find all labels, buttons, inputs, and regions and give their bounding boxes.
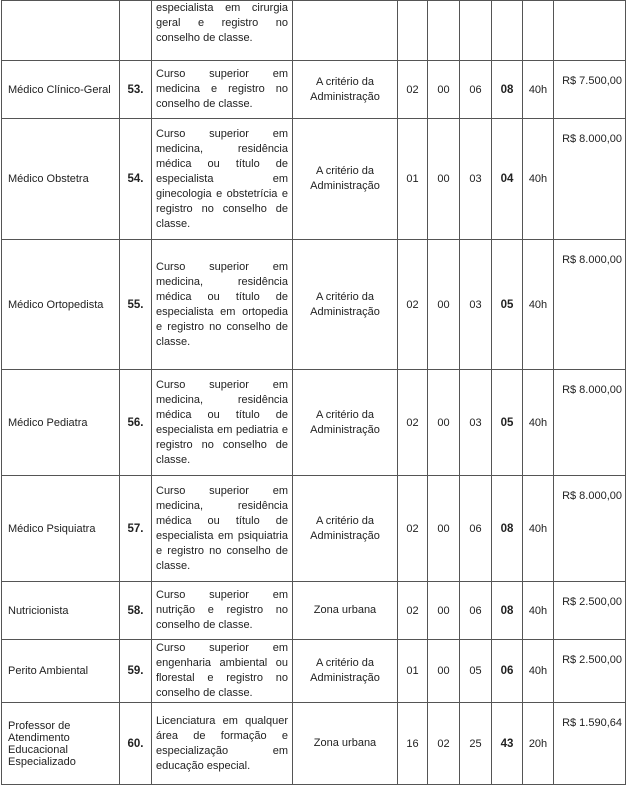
position-number-cell: 54.: [120, 119, 152, 240]
salary-cell: R$ 2.500,00: [554, 582, 626, 640]
vacancies-a-cell: 02: [398, 582, 428, 640]
vacancies-a-cell: [398, 1, 428, 61]
workload-cell: 40h: [523, 640, 554, 703]
vacancies-a-cell: 01: [398, 640, 428, 703]
position-number-cell: 58.: [120, 582, 152, 640]
vacancies-a-cell: 02: [398, 240, 428, 370]
positions-table: [1, 0, 626, 785]
requirements-cell: especialista em cirurgia geral e registro no conselho de classe.: [152, 1, 293, 61]
table-row: [2, 61, 626, 119]
table-row: [2, 370, 626, 476]
vacancies-c-cell: 03: [460, 240, 492, 370]
requirements-cell: Curso superior em medicina, residência médica ou título de especialista em pediatria e registro no conselho de classe.: [152, 370, 293, 476]
vacancies-total-cell: 43: [492, 703, 523, 785]
position-name-cell: Médico Ortopedista: [2, 240, 120, 370]
workload-cell: 40h: [523, 370, 554, 476]
position-name-cell: Perito Ambiental: [2, 640, 120, 703]
vacancies-a-cell: 02: [398, 370, 428, 476]
position-name-cell: Médico Psiquiatra: [2, 476, 120, 582]
vacancies-a-cell: 02: [398, 61, 428, 119]
position-number-cell: 56.: [120, 370, 152, 476]
vacancies-c-cell: 25: [460, 703, 492, 785]
vacancies-c-cell: 03: [460, 119, 492, 240]
workload-cell: 40h: [523, 240, 554, 370]
table-row: [2, 1, 626, 61]
vacancies-a-cell: 01: [398, 119, 428, 240]
workload-cell: 20h: [523, 703, 554, 785]
workload-cell: 40h: [523, 61, 554, 119]
salary-cell: R$ 8.000,00: [554, 119, 626, 240]
work-location-cell: [293, 1, 398, 61]
vacancies-total-cell: 08: [492, 476, 523, 582]
vacancies-total-cell: 05: [492, 240, 523, 370]
work-location-cell: A critério da Administração: [293, 370, 398, 476]
vacancies-c-cell: 05: [460, 640, 492, 703]
workload-cell: [523, 1, 554, 61]
vacancies-total-cell: 06: [492, 640, 523, 703]
table-row: [2, 582, 626, 640]
requirements-cell: Curso superior em nutrição e registro no conselho de classe.: [152, 582, 293, 640]
vacancies-b-cell: 00: [428, 61, 460, 119]
position-number-cell: 55.: [120, 240, 152, 370]
position-number-cell: [120, 1, 152, 61]
salary-cell: R$ 8.000,00: [554, 240, 626, 370]
requirements-cell: Licenciatura em qualquer área de formação e especialização em educação especial.: [152, 703, 293, 785]
vacancies-b-cell: 00: [428, 370, 460, 476]
position-name-cell: Professor de Atendimento Educacional Especializado: [2, 703, 120, 785]
vacancies-c-cell: [460, 1, 492, 61]
vacancies-b-cell: 00: [428, 582, 460, 640]
vacancies-c-cell: 06: [460, 582, 492, 640]
requirements-cell: Curso superior em engenharia ambiental ou florestal e registro no conselho de classe.: [152, 640, 293, 703]
workload-cell: 40h: [523, 119, 554, 240]
position-number-cell: 57.: [120, 476, 152, 582]
vacancies-total-cell: 08: [492, 61, 523, 119]
table-row: [2, 119, 626, 240]
vacancies-total-cell: 08: [492, 582, 523, 640]
position-number-cell: 59.: [120, 640, 152, 703]
salary-cell: R$ 7.500,00: [554, 61, 626, 119]
work-location-cell: A critério da Administração: [293, 119, 398, 240]
vacancies-b-cell: 00: [428, 119, 460, 240]
work-location-cell: A critério da Administração: [293, 640, 398, 703]
workload-cell: 40h: [523, 582, 554, 640]
vacancies-b-cell: 00: [428, 640, 460, 703]
requirements-cell: Curso superior em medicina e registro no conselho de classe.: [152, 61, 293, 119]
vacancies-a-cell: 02: [398, 476, 428, 582]
table-row: [2, 640, 626, 703]
vacancies-c-cell: 03: [460, 370, 492, 476]
vacancies-total-cell: 05: [492, 370, 523, 476]
salary-cell: R$ 8.000,00: [554, 476, 626, 582]
vacancies-total-cell: [492, 1, 523, 61]
requirements-cell: Curso superior em medicina, residência médica ou título de especialista em ortopedia e registro no conselho de classe.: [152, 240, 293, 370]
table-row: [2, 476, 626, 582]
position-name-cell: Médico Pediatra: [2, 370, 120, 476]
vacancies-c-cell: 06: [460, 476, 492, 582]
position-name-cell: Nutricionista: [2, 582, 120, 640]
work-location-cell: Zona urbana: [293, 582, 398, 640]
work-location-cell: A critério da Administração: [293, 476, 398, 582]
vacancies-a-cell: 16: [398, 703, 428, 785]
table-row: [2, 240, 626, 370]
salary-cell: [554, 1, 626, 61]
work-location-cell: A critério da Administração: [293, 240, 398, 370]
salary-cell: R$ 1.590,64: [554, 703, 626, 785]
position-number-cell: 60.: [120, 703, 152, 785]
requirements-cell: Curso superior em medicina, residência médica ou título de especialista em ginecologia e obstetrícia e registro no conselho de classe.: [152, 119, 293, 240]
requirements-cell: Curso superior em medicina, residência médica ou título de especialista em psiquiatria e registro no conselho de classe.: [152, 476, 293, 582]
position-name-cell: Médico Clínico-Geral: [2, 61, 120, 119]
workload-cell: 40h: [523, 476, 554, 582]
table-row: [2, 703, 626, 785]
position-number-cell: 53.: [120, 61, 152, 119]
vacancies-total-cell: 04: [492, 119, 523, 240]
work-location-cell: Zona urbana: [293, 703, 398, 785]
work-location-cell: A critério da Administração: [293, 61, 398, 119]
vacancies-b-cell: 00: [428, 240, 460, 370]
salary-cell: R$ 2.500,00: [554, 640, 626, 703]
salary-cell: R$ 8.000,00: [554, 370, 626, 476]
vacancies-b-cell: [428, 1, 460, 61]
position-name-cell: [2, 1, 120, 61]
vacancies-c-cell: 06: [460, 61, 492, 119]
position-name-cell: Médico Obstetra: [2, 119, 120, 240]
vacancies-b-cell: 00: [428, 476, 460, 582]
vacancies-b-cell: 02: [428, 703, 460, 785]
